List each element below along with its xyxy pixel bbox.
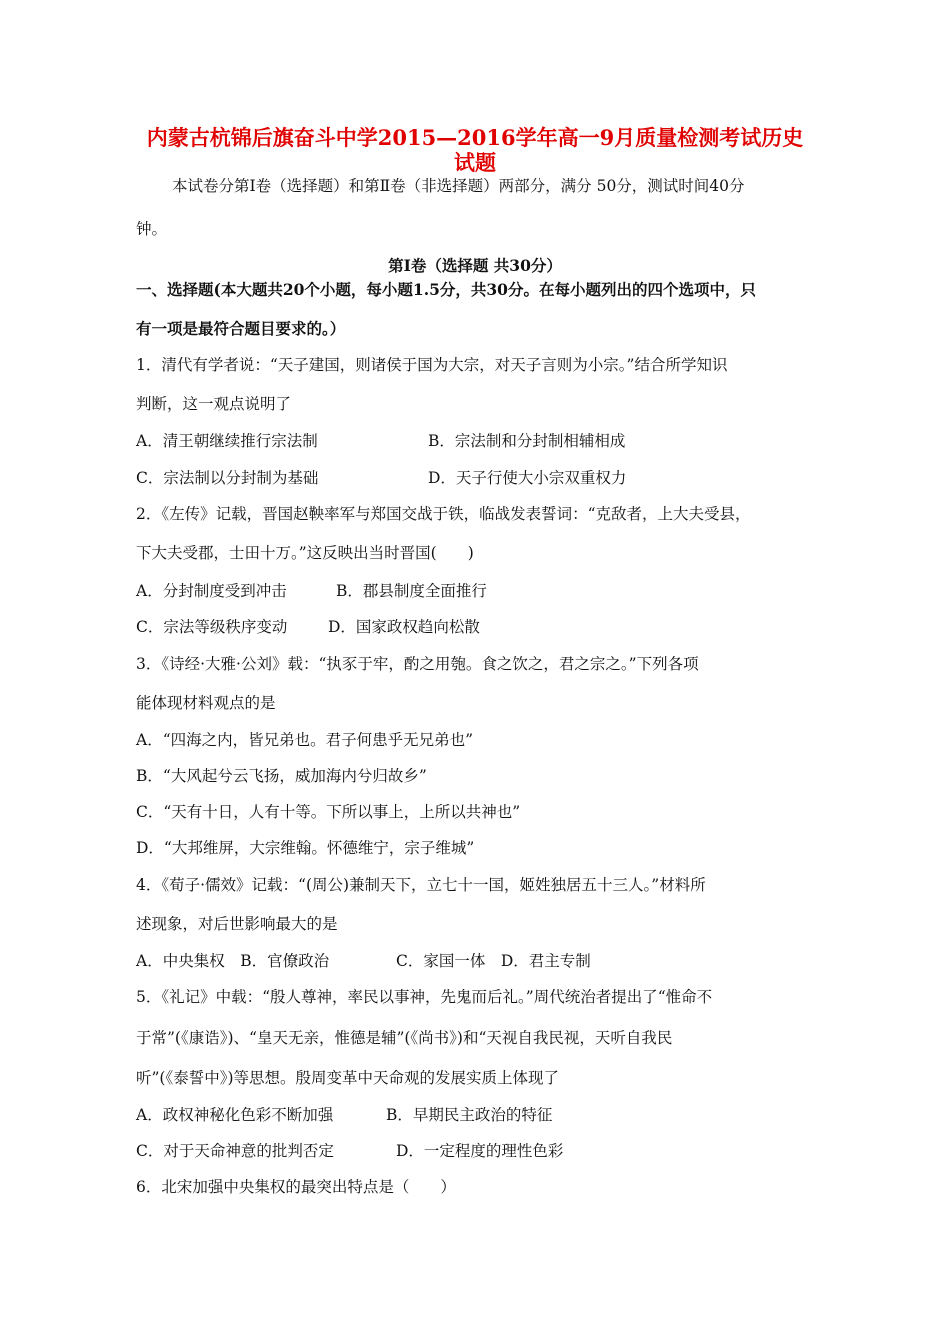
section1-instructions-line1: 一、选择题(本大题共20个小题，每小题1.5分，共30分。在每小题列出的四个选项中，只: [136, 280, 756, 299]
q5-stem-line3: 听”(《泰誓中》)等思想。殷周变革中天命观的发展实质上体现了: [136, 1069, 560, 1087]
q4-options-cd: C．家国一体 D．君主专制: [396, 952, 591, 970]
q2-stem-line2: 下大夫受郡，士田十万。”这反映出当时晋国( ): [136, 544, 474, 562]
q4-stem-line2: 述现象，对后世影响最大的是: [136, 915, 338, 933]
part1-heading: 第Ⅰ卷（选择题 共30分）: [388, 256, 562, 275]
q5-stem-line1: 5．《礼记》中载：“殷人尊神，率民以事神，先鬼而后礼。”周代统治者提出了“惟命不: [136, 988, 713, 1006]
q5-option-a: A．政权神秘化色彩不断加强: [136, 1106, 334, 1124]
q3-stem-line2: 能体现材料观点的是: [136, 694, 276, 712]
q3-option-c: C．“天有十日，人有十等。下所以事上，上所以共神也”: [136, 803, 521, 821]
q1-stem-line2: 判断，这一观点说明了: [136, 395, 292, 413]
q1-option-c: C．宗法制以分封制为基础: [136, 469, 319, 487]
q2-option-d: D．国家政权趋向松散: [328, 618, 480, 636]
q1-option-b: B．宗法制和分封制相辅相成: [428, 432, 626, 450]
q3-option-a: A．“四海之内，皆兄弟也。君子何患乎无兄弟也”: [136, 731, 474, 749]
q4-options-ab: A．中央集权 B．官僚政治: [136, 952, 330, 970]
intro-line2: 钟。: [136, 220, 168, 238]
q2-stem-line1: 2．《左传》记载，晋国赵鞅率军与郑国交战于铁，临战发表誓词：“克敌者，上大夫受县，: [136, 505, 751, 523]
q6-stem-line1: 6．北宋加强中央集权的最突出特点是（ ）: [136, 1178, 456, 1196]
q1-option-a: A．清王朝继续推行宗法制: [136, 432, 318, 450]
q1-stem-line1: 1．清代有学者说：“天子建国，则诸侯于国为大宗，对天子言则为小宗。”结合所学知识: [136, 356, 728, 374]
q4-stem-line1: 4．《荀子·儒效》记载：“(周公)兼制天下，立七十一国，姬姓独居五十三人。”材料所: [136, 876, 706, 894]
q1-option-d: D．天子行使大小宗双重权力: [428, 469, 627, 487]
q2-option-a: A．分封制度受到冲击: [136, 582, 287, 600]
q2-option-b: B．郡县制度全面推行: [336, 582, 487, 600]
q5-option-b: B．早期民主政治的特征: [386, 1106, 553, 1124]
q5-option-c: C．对于天命神意的批判否定: [136, 1142, 334, 1160]
exam-title-line1: 内蒙古杭锦后旗奋斗中学2015—2016学年高一9月质量检测考试历史: [146, 125, 804, 150]
section1-instructions-line2: 有一项是最符合题目要求的。）: [136, 319, 346, 338]
exam-title-line2: 试题: [454, 150, 496, 175]
q5-stem-line2: 于常”(《康诰》)、“皇天无亲，惟德是辅”(《尚书》)和“天视自我民视，天听自我民: [136, 1029, 673, 1047]
q3-stem-line1: 3．《诗经·大雅·公刘》载：“执豕于牢，酌之用匏。食之饮之，君之宗之。”下列各项: [136, 655, 699, 673]
q5-option-d: D．一定程度的理性色彩: [396, 1142, 564, 1160]
intro-line1: 本试卷分第Ⅰ卷（选择题）和第Ⅱ卷（非选择题）两部分，满分 50分，测试时间40分: [172, 177, 745, 195]
q3-option-b: B．“大风起兮云飞扬，威加海内兮归故乡”: [136, 767, 427, 785]
q3-option-d: D．“大邦维屏，大宗维翰。怀德维宁，宗子维城”: [136, 839, 475, 857]
q2-option-c: C．宗法等级秩序变动: [136, 618, 288, 636]
